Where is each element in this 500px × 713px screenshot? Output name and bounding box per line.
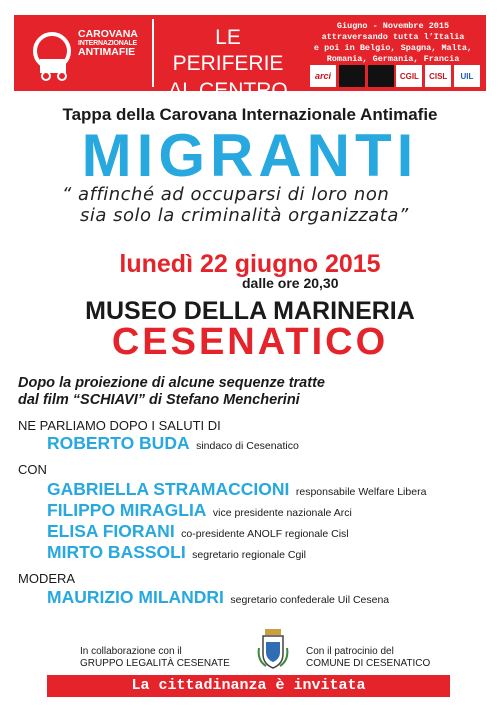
greeter-role: sindaco di Cesenatico	[196, 440, 299, 452]
event-date: lunedì 22 giugno 2015	[119, 250, 381, 278]
logo-line-2: INTERNAZIONALE	[78, 40, 138, 48]
event-venue: MUSEO DELLA MARINERIA	[85, 297, 415, 325]
event-city: CESENATICO	[111, 321, 389, 363]
event-quote	[62, 184, 482, 226]
greetings-label: NE PARLIAMO DOPO I SALUTI DI	[18, 418, 221, 433]
speaker-name: MIRTO BASSOLI	[47, 542, 186, 562]
logo-text	[78, 29, 150, 58]
speaker-name: ELISA FIORANI	[47, 521, 175, 541]
speaker-role: segretario regionale Cgil	[192, 549, 306, 561]
patronage-line-2: COMUNE DI CESENATICO	[306, 658, 431, 669]
moderator-entry	[47, 587, 389, 608]
greeter-entry	[47, 433, 299, 454]
carovana-emblem-icon	[32, 21, 76, 85]
campaign-line-1: LE PERIFERIE	[172, 26, 284, 76]
tour-line-3: e poi in Belgio, Spagna, Malta,	[313, 42, 473, 53]
speaker-name: GABRIELLA STRAMACCIONI	[47, 479, 290, 499]
speaker-role: vice presidente nazionale Arci	[212, 507, 352, 519]
intro-line-1: Dopo la proiezione di alcune sequenze tratte	[18, 375, 325, 391]
tour-line-2: attraversando tutta l’Italia	[321, 31, 465, 42]
sponsor-logo-2	[339, 65, 365, 87]
patronage-note	[306, 646, 430, 670]
carovana-logo	[32, 19, 154, 87]
speaker-role: co-presidente ANOLF regionale Cisl	[181, 528, 349, 540]
tour-line-4: Romania, Germania, Francia	[326, 53, 460, 64]
campaign-title	[157, 25, 299, 104]
quote-line-1: “ affinché ad occuparsi di loro non	[62, 184, 390, 205]
greeter-name: ROBERTO BUDA	[47, 433, 190, 453]
sponsor-logo-3	[368, 65, 394, 87]
cgil-logo: CGIL	[396, 65, 422, 87]
arci-logo: arci	[310, 65, 336, 87]
campaign-line-2: AL CENTRO	[168, 78, 288, 102]
speaker-name: FILIPPO MIRAGLIA	[47, 500, 207, 520]
speaker-entry	[47, 500, 352, 521]
moderator-name: MAURIZIO MILANDRI	[47, 587, 224, 607]
moderator-role: segretario confederale Uil Cesena	[230, 594, 390, 606]
logo-line-3: ANTIMAFIE	[78, 46, 136, 59]
event-time: dalle ore 20,30	[242, 275, 339, 291]
tour-line-1: Giugno - Novembre 2015	[336, 21, 450, 31]
event-subtitle: Tappa della Carovana Internazionale Antimafie	[62, 105, 438, 124]
collaboration-note	[80, 646, 230, 670]
film-intro	[18, 375, 488, 409]
uil-logo: UIL	[454, 65, 480, 87]
invitation-banner: La cittadinanza è invitata	[47, 675, 450, 697]
sponsor-logos	[310, 65, 480, 87]
logo-line-1: CAROVANA	[78, 28, 138, 40]
event-title: MIGRANTI	[81, 122, 419, 189]
speaker-role: responsabile Welfare Libera	[295, 486, 427, 498]
speaker-entry	[47, 542, 306, 563]
patronage-line-1: Con il patrocinio del	[306, 646, 394, 657]
municipal-crest-icon	[256, 628, 290, 670]
header-banner	[14, 15, 486, 102]
quote-line-2: sia solo la criminalità organizzata”	[80, 205, 409, 226]
with-label: CON	[18, 462, 47, 477]
collaboration-line-2: GRUPPO LEGALITÀ CESENATE	[80, 658, 230, 669]
collaboration-line-1: In collaborazione con il	[80, 646, 182, 657]
tour-info	[304, 21, 482, 65]
cisl-logo: CISL	[425, 65, 451, 87]
speaker-entry	[47, 521, 349, 542]
intro-line-2: dal film “SCHIAVI” di Stefano Mencherini	[18, 392, 300, 408]
moderator-label: MODERA	[18, 571, 76, 586]
speaker-entry	[47, 479, 426, 500]
